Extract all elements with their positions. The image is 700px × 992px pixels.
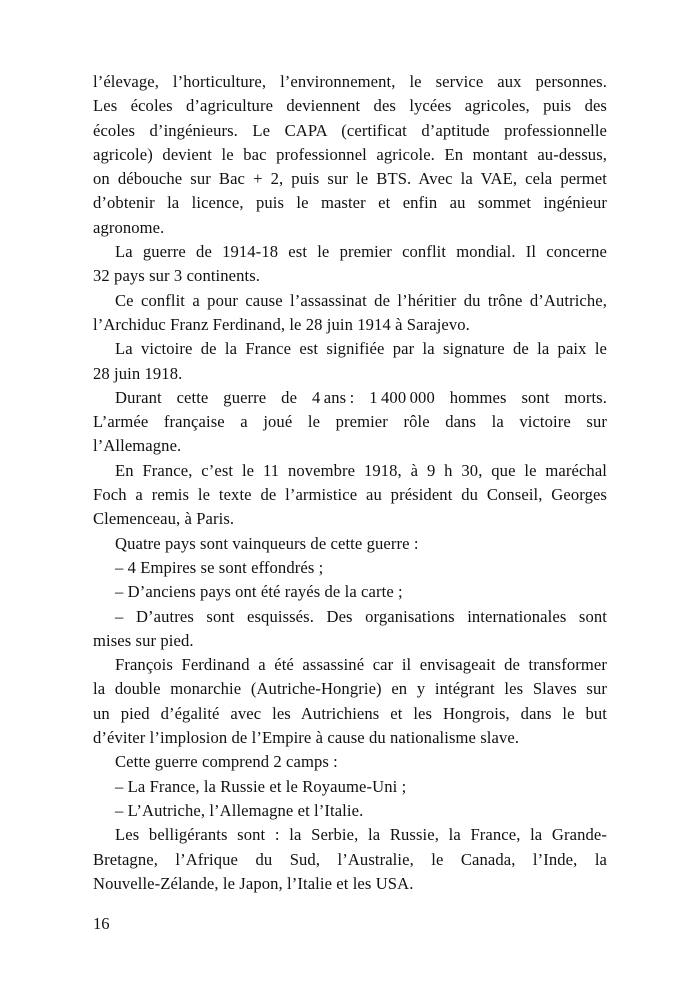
text-line: 32 pays sur 3 continents. [93, 266, 261, 286]
paragraph [93, 289, 607, 338]
text-line: – D’anciens pays ont été rayés de la carte ; [115, 582, 403, 602]
paragraph [93, 750, 607, 774]
paragraph [93, 605, 607, 654]
paragraph [93, 775, 607, 799]
text-line: 28 juin 1918. [93, 363, 183, 383]
text-line: agricole) devient le bac professionnel agricole. En montant au-dessus, [93, 144, 607, 164]
text-line: l’Allemagne. [93, 436, 182, 456]
text-line: écoles d’ingénieurs. Le CAPA (certificat d’aptitude professionnelle [93, 120, 607, 140]
paragraph [93, 580, 607, 604]
text-line: l’Archiduc Franz Ferdinand, le 28 juin 1914 à Sarajevo. [93, 314, 470, 334]
text-line: La guerre de 1914-18 est le premier conflit mondial. Il concerne [115, 242, 607, 262]
text-line: L’armée française a joué le premier rôle dans la victoire sur [93, 412, 607, 432]
paragraph [93, 240, 607, 289]
text-line: Quatre pays sont vainqueurs de cette guerre : [115, 533, 419, 553]
text-line: François Ferdinand a été assassiné car il envisageait de transformer [115, 655, 607, 675]
text-line: – L’Autriche, l’Allemagne et l’Italie. [115, 800, 364, 820]
text-line: – 4 Empires se sont effondrés ; [115, 557, 324, 577]
text-line: – D’autres sont esquissés. Des organisations internationales sont [115, 606, 607, 626]
text-line: un pied d’égalité avec les Autrichiens et les Hongrois, dans le but [93, 703, 607, 723]
text-line: Ce conflit a pour cause l’assassinat de l’héritier du trône d’Autriche, [115, 290, 607, 310]
text-line: Bretagne, l’Afrique du Sud, l’Australie, le Canada, l’Inde, la [93, 849, 607, 869]
text-line: Les belligérants sont : la Serbie, la Russie, la France, la Grande- [115, 825, 607, 845]
text-line: agronome. [93, 217, 165, 237]
text-line: Cette guerre comprend 2 camps : [115, 752, 338, 772]
text-line: – La France, la Russie et le Royaume-Uni ; [115, 776, 407, 796]
paragraph [93, 386, 607, 459]
text-line: d’éviter l’implosion de l’Empire à cause du nationalisme slave. [93, 728, 520, 748]
text-line: l’élevage, l’horticulture, l’environnement, le service aux personnes. [93, 72, 607, 91]
text-line: mises sur pied. [93, 630, 194, 650]
text-line: d’obtenir la licence, puis le master et enfin au sommet ingénieur [93, 193, 607, 213]
text-line: Les écoles d’agriculture deviennent des lycées agricoles, puis des [93, 96, 607, 116]
page-number: 16 [93, 914, 110, 933]
paragraph [93, 459, 607, 532]
text-line: Clemenceau, à Paris. [93, 509, 235, 529]
page-text [93, 70, 607, 896]
paragraph [93, 532, 607, 556]
paragraph [93, 337, 607, 386]
text-line: la double monarchie (Autriche-Hongrie) en y intégrant les Slaves sur [93, 679, 607, 699]
text-line: Foch a remis le texte de l’armistice au président du Conseil, Georges [93, 485, 607, 505]
paragraph [93, 70, 607, 240]
text-line: on débouche sur Bac + 2, puis sur le BTS. Avec la VAE, cela permet [93, 169, 607, 189]
paragraph [93, 556, 607, 580]
text-line: Nouvelle-Zélande, le Japon, l’Italie et les USA. [93, 873, 414, 893]
text-line: La victoire de la France est signifiée par la signature de la paix le [115, 339, 607, 359]
text-line: En France, c’est le 11 novembre 1918, à 9 h 30, que le maréchal [115, 460, 607, 480]
text-line: Durant cette guerre de 4 ans : 1 400 000 hommes sont morts. [115, 387, 607, 407]
paragraph [93, 823, 607, 896]
paragraph [93, 653, 607, 750]
paragraph [93, 799, 607, 823]
